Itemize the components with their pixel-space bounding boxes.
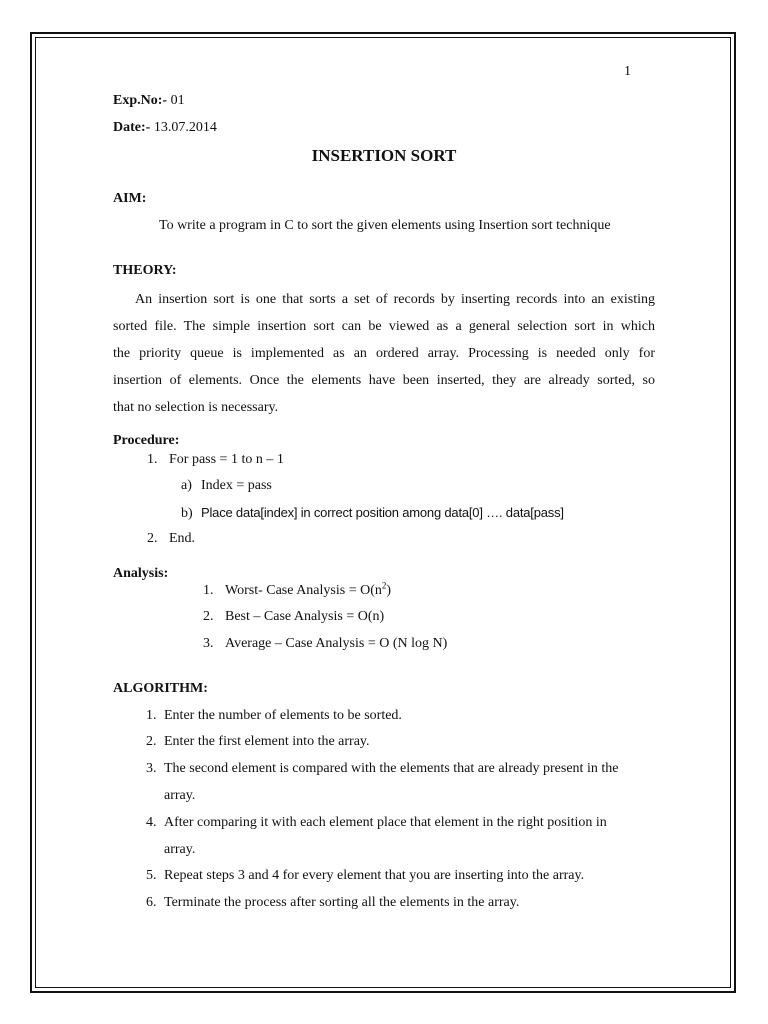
- algorithm-step: [146, 761, 618, 777]
- experiment-number: [113, 93, 185, 109]
- algorithm-step-number: 3.: [146, 761, 157, 776]
- procedure-step: [147, 531, 195, 547]
- algorithm-step: [146, 895, 519, 911]
- theory-line: the priority queue is implemented as an ordered array. Processing is needed only for: [113, 346, 655, 361]
- procedure-step-text: End.: [169, 531, 196, 546]
- analysis-item: [203, 580, 392, 599]
- page-title: INSERTION SORT: [311, 146, 457, 165]
- exp-label: Exp.No:-: [113, 93, 168, 108]
- algorithm-step-number: 5.: [146, 868, 157, 883]
- procedure-step-number: 2.: [147, 531, 158, 546]
- algorithm-step: [146, 868, 584, 884]
- algorithm-step-number: 4.: [146, 815, 157, 830]
- procedure-step-text: For pass = 1 to n – 1: [169, 452, 284, 467]
- date-value: 13.07.2014: [153, 120, 217, 135]
- analysis-item-text: Best – Case Analysis = O(n): [225, 609, 385, 624]
- analysis-item-text: Worst- Case Analysis = O(n: [225, 583, 382, 598]
- algorithm-step: [146, 734, 370, 750]
- algorithm-step-number: 2.: [146, 734, 157, 749]
- algorithm-step-text: Enter the number of elements to be sorted.: [164, 708, 402, 723]
- theory-line: sorted file. The simple insertion sort can be viewed as a general selection sort in which: [113, 319, 655, 334]
- algorithm-step-text: The second element is compared with the elements that are already present in the: [164, 761, 619, 776]
- experiment-date: [113, 120, 217, 136]
- theory-paragraph: [113, 286, 655, 421]
- analysis-item-number: 3.: [203, 636, 214, 651]
- algorithm-step-number: 6.: [146, 895, 157, 910]
- procedure-substep-text: Place data[index] in correct position among data[0] …. data[pass]: [201, 505, 564, 520]
- algorithm-heading: ALGORITHM:: [113, 681, 208, 696]
- aim-text: To write a program in C to sort the given elements using Insertion sort technique: [159, 218, 611, 233]
- date-label: Date:-: [113, 120, 151, 135]
- analysis-item-text: Average – Case Analysis = O (N log N): [225, 636, 448, 651]
- procedure-substep-label: b): [181, 506, 193, 521]
- algorithm-step-number: 1.: [146, 708, 157, 723]
- algorithm-step-continuation: array.: [164, 788, 196, 803]
- theory-line: An insertion sort is one that sorts a set of records by inserting records into an existing: [135, 292, 655, 307]
- procedure-step: [147, 452, 284, 468]
- analysis-item-close: ): [386, 583, 392, 598]
- algorithm-step-continuation: array.: [164, 842, 196, 857]
- procedure-substep-text: Index = pass: [201, 478, 272, 493]
- procedure-substep: [181, 505, 564, 522]
- procedure-step-number: 1.: [147, 452, 158, 467]
- algorithm-step-text: Enter the first element into the array.: [164, 734, 370, 749]
- aim-heading: AIM:: [113, 191, 147, 206]
- procedure-heading: Procedure:: [113, 433, 180, 448]
- analysis-heading: Analysis:: [113, 566, 169, 581]
- analysis-exponent: 2: [381, 580, 387, 591]
- analysis-item-number: 2.: [203, 609, 214, 624]
- analysis-item-number: 1.: [203, 583, 214, 598]
- algorithm-step: [146, 708, 402, 724]
- algorithm-step-text: After comparing it with each element place that element in the right position in: [164, 815, 607, 830]
- theory-line: insertion of elements. Once the elements have been inserted, they are already sorted, so: [113, 373, 655, 388]
- procedure-substep: [181, 478, 272, 494]
- analysis-item: [203, 609, 384, 625]
- page-number: 1: [624, 64, 631, 79]
- algorithm-step-text: Terminate the process after sorting all the elements in the array.: [164, 895, 520, 910]
- algorithm-step: [146, 815, 607, 831]
- algorithm-step-text: Repeat steps 3 and 4 for every element that you are inserting into the array.: [164, 868, 585, 883]
- analysis-item: [203, 636, 447, 652]
- theory-line: that no selection is necessary.: [113, 400, 279, 415]
- procedure-substep-label: a): [181, 478, 192, 493]
- exp-value: 01: [170, 93, 185, 108]
- theory-heading: THEORY:: [113, 263, 177, 278]
